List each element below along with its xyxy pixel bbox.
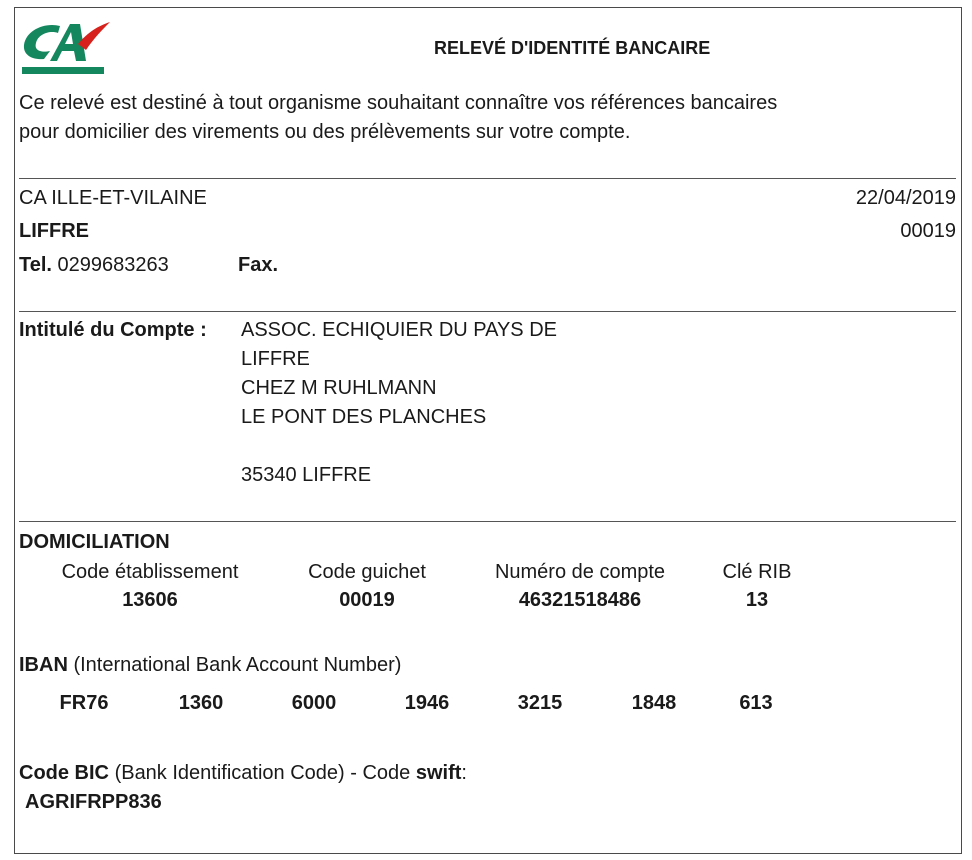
- bic-heading: [19, 759, 467, 787]
- holder-line-1: ASSOC. ECHIQUIER DU PAYS DE: [241, 319, 557, 341]
- divider: [19, 521, 956, 522]
- iban-heading: [19, 651, 401, 679]
- intro-line-1: Ce relevé est destiné à tout organisme souhaitant connaître vos références bancaires: [19, 92, 778, 114]
- domiciliation-title: DOMICILIATION: [19, 531, 170, 553]
- fax-label: Fax.: [238, 254, 279, 276]
- rib-key-value: 13: [745, 589, 769, 611]
- iban-group: FR76: [59, 692, 109, 714]
- holder-line-4: LE PONT DES PLANCHES: [241, 406, 487, 428]
- bank-code-value: 13606: [122, 589, 178, 611]
- swift-label: swift: [415, 762, 462, 784]
- divider: [19, 311, 956, 312]
- branch-code: 00019: [900, 220, 956, 242]
- account-holder-label: Intitulé du Compte :: [19, 319, 207, 341]
- iban-group: 1946: [404, 692, 450, 714]
- iban-group: 613: [739, 692, 773, 714]
- iban-group: 3215: [517, 692, 563, 714]
- tel-value: 0299683263: [57, 254, 169, 276]
- phone-line: [19, 251, 169, 279]
- iban-label: IBAN: [19, 654, 68, 676]
- statement-date: 22/04/2019: [855, 187, 956, 209]
- holder-line-3: CHEZ M RUHLMANN: [241, 377, 437, 399]
- intro-line-2: pour domicilier des virements ou des prélèvements sur votre compte.: [19, 121, 631, 143]
- tel-label: Tel.: [19, 254, 52, 276]
- document-title: RELEVÉ D'IDENTITÉ BANCAIRE: [434, 38, 711, 58]
- account-number-label: Numéro de compte: [494, 561, 666, 583]
- holder-line-2: LIFFRE: [241, 348, 310, 370]
- branch-code-value: 00019: [339, 589, 395, 611]
- rib-key-label: Clé RIB: [722, 561, 792, 583]
- bic-colon: :: [461, 762, 467, 784]
- branch-code-label: Code guichet: [308, 561, 426, 583]
- agency-name: CA ILLE-ET-VILAINE: [19, 187, 207, 209]
- bank-code-label: Code établissement: [61, 561, 239, 583]
- iban-group: 1848: [631, 692, 677, 714]
- iban-group: 1360: [178, 692, 224, 714]
- iban-description: (International Bank Account Number): [73, 654, 402, 676]
- branch-name: LIFFRE: [19, 220, 89, 242]
- divider: [19, 178, 956, 179]
- bic-label: Code BIC: [19, 762, 109, 784]
- bic-description: (Bank Identification Code) - Code: [114, 762, 411, 784]
- credit-agricole-logo: [20, 18, 112, 80]
- iban-group: 6000: [291, 692, 337, 714]
- bic-value: AGRIFRPP836: [25, 791, 162, 813]
- account-number-value: 46321518486: [518, 589, 642, 611]
- holder-line-6: 35340 LIFFRE: [241, 464, 372, 486]
